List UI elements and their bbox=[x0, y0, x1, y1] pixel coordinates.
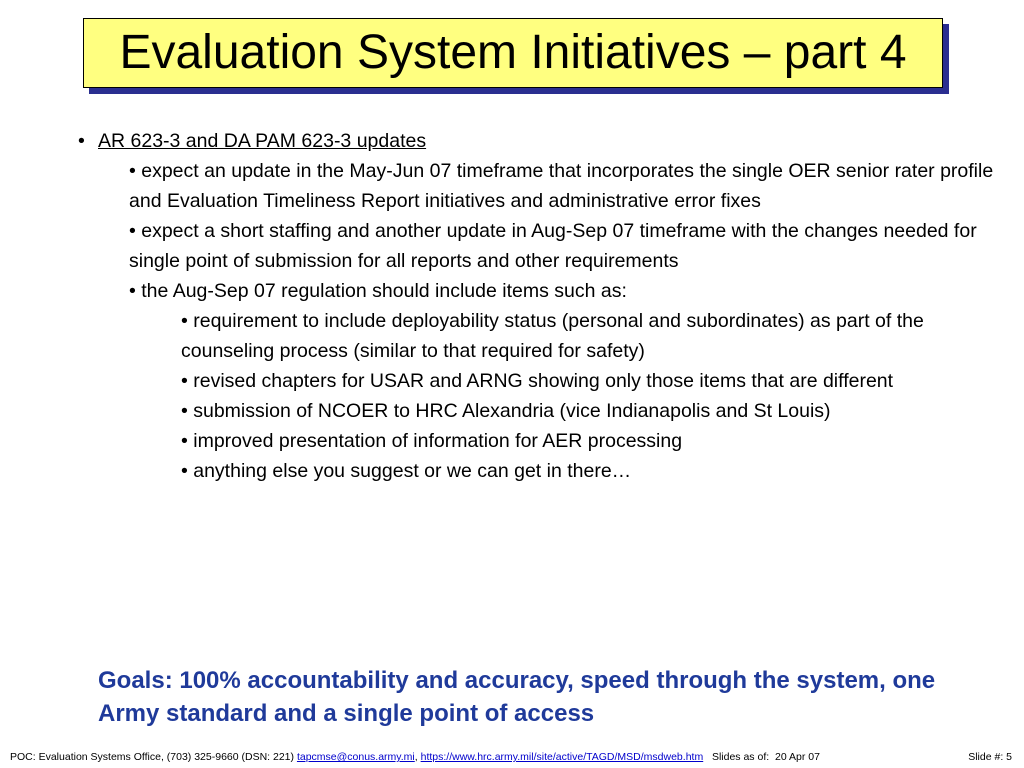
goals-statement: Goals: 100% accountability and accuracy, speed through the system, one Army standard and a single point of access bbox=[98, 667, 936, 727]
footer-email-link[interactable]: tapcmse@conus.army.mi bbox=[296, 751, 415, 763]
footer-poc: POC: Evaluation Systems Office, (703) 325-9660 (DSN: 221) bbox=[10, 751, 297, 763]
subsub-bullet: • revised chapters for USAR and ARNG showing only those items that are different bbox=[181, 370, 894, 392]
sub-bullet: • expect a short staffing and another update in Aug-Sep 07 timeframe with the changes needed for single point of submission for all reports and other requirements bbox=[129, 220, 977, 272]
title-box bbox=[83, 18, 943, 88]
subsub-bullet: • submission of NCOER to HRC Alexandria (vice Indianapolis and St Louis) bbox=[181, 400, 831, 422]
bullet-glyph: • bbox=[78, 130, 85, 152]
sub-bullet: • the Aug-Sep 07 regulation should include items such as: bbox=[129, 280, 627, 302]
sub-bullet: • expect an update in the May-Jun 07 timeframe that incorporates the single OER senior rater profile and Evaluation Timeliness Report initiatives and administrative error fixes bbox=[129, 160, 994, 212]
bullet-main bbox=[75, 126, 995, 156]
footer-separator: , bbox=[414, 751, 421, 763]
footer bbox=[10, 750, 1014, 764]
slide-content bbox=[75, 126, 995, 486]
subsub-bullet: • improved presentation of information for AER processing bbox=[181, 430, 683, 452]
footer-slides-date: Slides as of: 20 Apr 07 bbox=[703, 751, 820, 763]
bullet-main-text: AR 623-3 and DA PAM 623-3 updates bbox=[98, 130, 427, 152]
slide-title: Evaluation System Initiatives – part 4 bbox=[119, 26, 907, 79]
subsub-bullet: • anything else you suggest or we can get in there… bbox=[181, 460, 632, 482]
subsub-bullet: • requirement to include deployability status (personal and subordinates) as part of the counseling process (similar to that required for safety) bbox=[181, 310, 924, 362]
footer-url-link[interactable]: https://www.hrc.army.mil/site/active/TAGD/MSD/msdweb.htm bbox=[420, 751, 704, 763]
slide-number: Slide #: 5 bbox=[968, 751, 1012, 763]
